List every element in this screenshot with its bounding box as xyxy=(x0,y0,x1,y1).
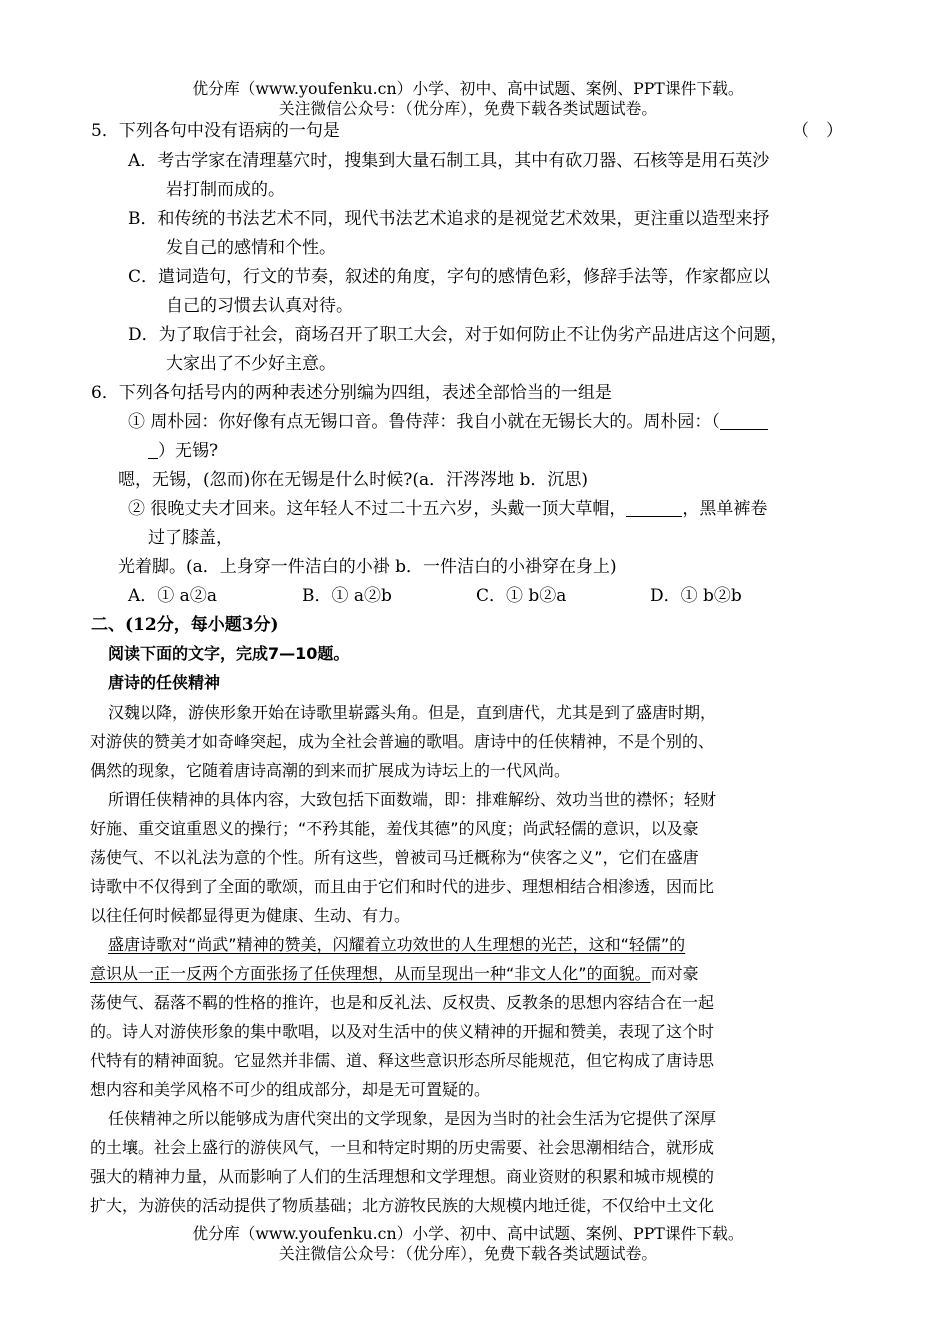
page-header-line-2: 关注微信公众号：（优分库），免费下载各类试题试卷。 xyxy=(278,99,658,118)
page-footer-line-1: 优分库（www.youfenku.cn）小学、初中、高中试题、案例、PPT课件下载。 xyxy=(192,1224,744,1243)
question-6-sentence-2-choices: 光着脚。(a．上身穿一件洁白的小褂 b．一件洁白的小褂穿在身上) xyxy=(118,557,617,577)
passage-line: 的土壤。社会上盛行的游侠风气，一旦和特定时期的历史需要、社会思潮相结合，就形成 xyxy=(90,1138,715,1157)
question-5-option-b: B．和传统的书法艺术不同，现代书法艺术追求的是视觉艺术效果，更注重以造型来抒 xyxy=(128,209,770,229)
question-6-sentence-2 xyxy=(128,496,767,522)
question-5-option-c: C．遣词造句，行文的节奏，叙述的角度，字句的感情色彩，修辞手法等，作家都应以 xyxy=(128,267,771,287)
question-6-option-a: A．① a②a xyxy=(128,586,217,606)
question-5-stem: 5．下列各句中没有语病的一句是 xyxy=(91,121,340,141)
question-5-option-a-cont: 岩打制而成的。 xyxy=(166,180,285,200)
question-6-sentence-1-text: ① 周朴园：你好像有点无锡口音。鲁侍萍：我自小就在无锡长大的。周朴园：（ xyxy=(128,412,720,432)
question-6-sentence-1-end: ）无锡? xyxy=(158,441,219,461)
answer-blank-2[interactable] xyxy=(626,498,682,517)
passage-title: 唐诗的任侠精神 xyxy=(108,673,221,692)
passage-line: 汉魏以降，游侠形象开始在诗歌里崭露头角。但是，直到唐代，尤其是到了盛唐时期， xyxy=(108,703,717,722)
passage-line: 荡使气、磊落不羁的性格的推许，也是和反礼法、反权贵、反教条的思想内容结合在一起 xyxy=(90,993,715,1012)
passage-underlined-line: 盛唐诗歌对“尚武”精神的赞美，闪耀着立功效世的人生理想的光芒，这和“轻儒”的 xyxy=(108,935,686,954)
passage-underlined-sentence: 意识从一正一反两个方面张扬了任侠理想，从而呈现出一种“非文人化”的面貌。 xyxy=(90,964,651,983)
passage-line: 想内容和美学风格不可少的组成部分，却是无可置疑的。 xyxy=(90,1080,491,1099)
passage-line: 好施、重交谊重恩义的操行；“不矜其能，羞伐其德”的风度；尚武轻儒的意识，以及豪 xyxy=(90,819,699,838)
answer-blank-1-tail xyxy=(148,440,158,459)
question-5-option-d: D．为了取信于社会，商场召开了职工大会，对于如何防止不让伪劣产品进店这个问题， xyxy=(128,325,788,345)
passage-line: 扩大，为游侠的活动提供了物质基础；北方游牧民族的大规模内地迁徙，不仅给中土文化 xyxy=(90,1196,715,1215)
question-5-option-d-cont: 大家出了不少好主意。 xyxy=(166,354,336,374)
question-6-sentence-1-choices: 嗯，无锡，(忽而)你在无锡是什么时候?(a．汗涔涔地 b．沉思) xyxy=(118,470,589,490)
question-6-option-d: D．① b②b xyxy=(650,586,742,606)
question-5-option-b-cont: 发自己的感情和个性。 xyxy=(166,238,336,258)
question-5-answer-bracket: （ ） xyxy=(792,121,843,141)
passage-line: 强大的精神力量，从而影响了人们的生活理想和文学理想。商业资财的积累和城市规模的 xyxy=(90,1167,715,1186)
passage-line-rest: 而对豪 xyxy=(650,964,699,983)
question-6-stem: 6．下列各句括号内的两种表述分别编为四组，表述全部恰当的一组是 xyxy=(91,383,612,403)
passage-line: 以往任何时候都显得更为健康、生动、有力。 xyxy=(90,906,411,925)
question-6-sentence-2-rest: ，黑单裤卷 xyxy=(682,499,768,519)
page-header-line-1: 优分库（www.youfenku.cn）小学、初中、高中试题、案例、PPT课件下载。 xyxy=(192,79,744,98)
question-5-option-a: A．考古学家在清理墓穴时，搜集到大量石制工具，其中有砍刀器、石核等是用石英沙 xyxy=(128,151,770,171)
passage-line-mixed xyxy=(90,961,699,987)
question-6-option-b: B．① a②b xyxy=(302,586,392,606)
passage-line: 任侠精神之所以能够成为唐代突出的文学现象，是因为当时的社会生活为它提供了深厚 xyxy=(108,1109,717,1128)
question-6-sentence-1-cont xyxy=(148,438,218,464)
page-footer-line-2: 关注微信公众号：（优分库），免费下载各类试题试卷。 xyxy=(278,1244,658,1263)
passage-line: 代特有的精神面貌。它显然并非儒、道、释这些意识形态所尽能规范，但它构成了唐诗思 xyxy=(90,1051,715,1070)
question-6-sentence-2-cont: 过了膝盖， xyxy=(148,528,233,548)
passage-line: 荡使气、不以礼法为意的个性。所有这些，曾被司马迁概称为“侠客之义”，它们在盛唐 xyxy=(90,848,699,867)
passage-line: 的。诗人对游侠形象的集中歌唱，以及对生活中的侠义精神的开掘和赞美，表现了这个时 xyxy=(90,1022,715,1041)
question-5-option-c-cont: 自己的习惯去认真对待。 xyxy=(166,296,353,316)
section-2-heading: 二、(12分，每小题3分) xyxy=(91,615,279,635)
passage-line: 偶然的现象，它随着唐诗高潮的到来而扩展成为诗坛上的一代风尚。 xyxy=(90,761,571,780)
section-2-instruction: 阅读下面的文字，完成7—10题。 xyxy=(108,644,350,663)
question-6-sentence-1 xyxy=(128,409,768,435)
answer-blank-1[interactable] xyxy=(720,411,768,430)
passage-line: 诗歌中不仅得到了全面的歌颂，而且由于它们和时代的进步、理想相结合相渗透，因而比 xyxy=(90,877,715,896)
question-6-option-c: C．① b②a xyxy=(476,586,567,606)
passage-line: 对游侠的赞美才如奇峰突起，成为全社会普遍的歌唱。唐诗中的任侠精神，不是个别的、 xyxy=(90,732,715,751)
passage-line: 所谓任侠精神的具体内容，大致包括下面数端，即：排难解纷、效功当世的襟怀；轻财 xyxy=(108,790,717,809)
question-6-sentence-2-text: ② 很晚丈夫才回来。这年轻人不过二十五六岁，头戴一顶大草帽， xyxy=(128,499,627,519)
